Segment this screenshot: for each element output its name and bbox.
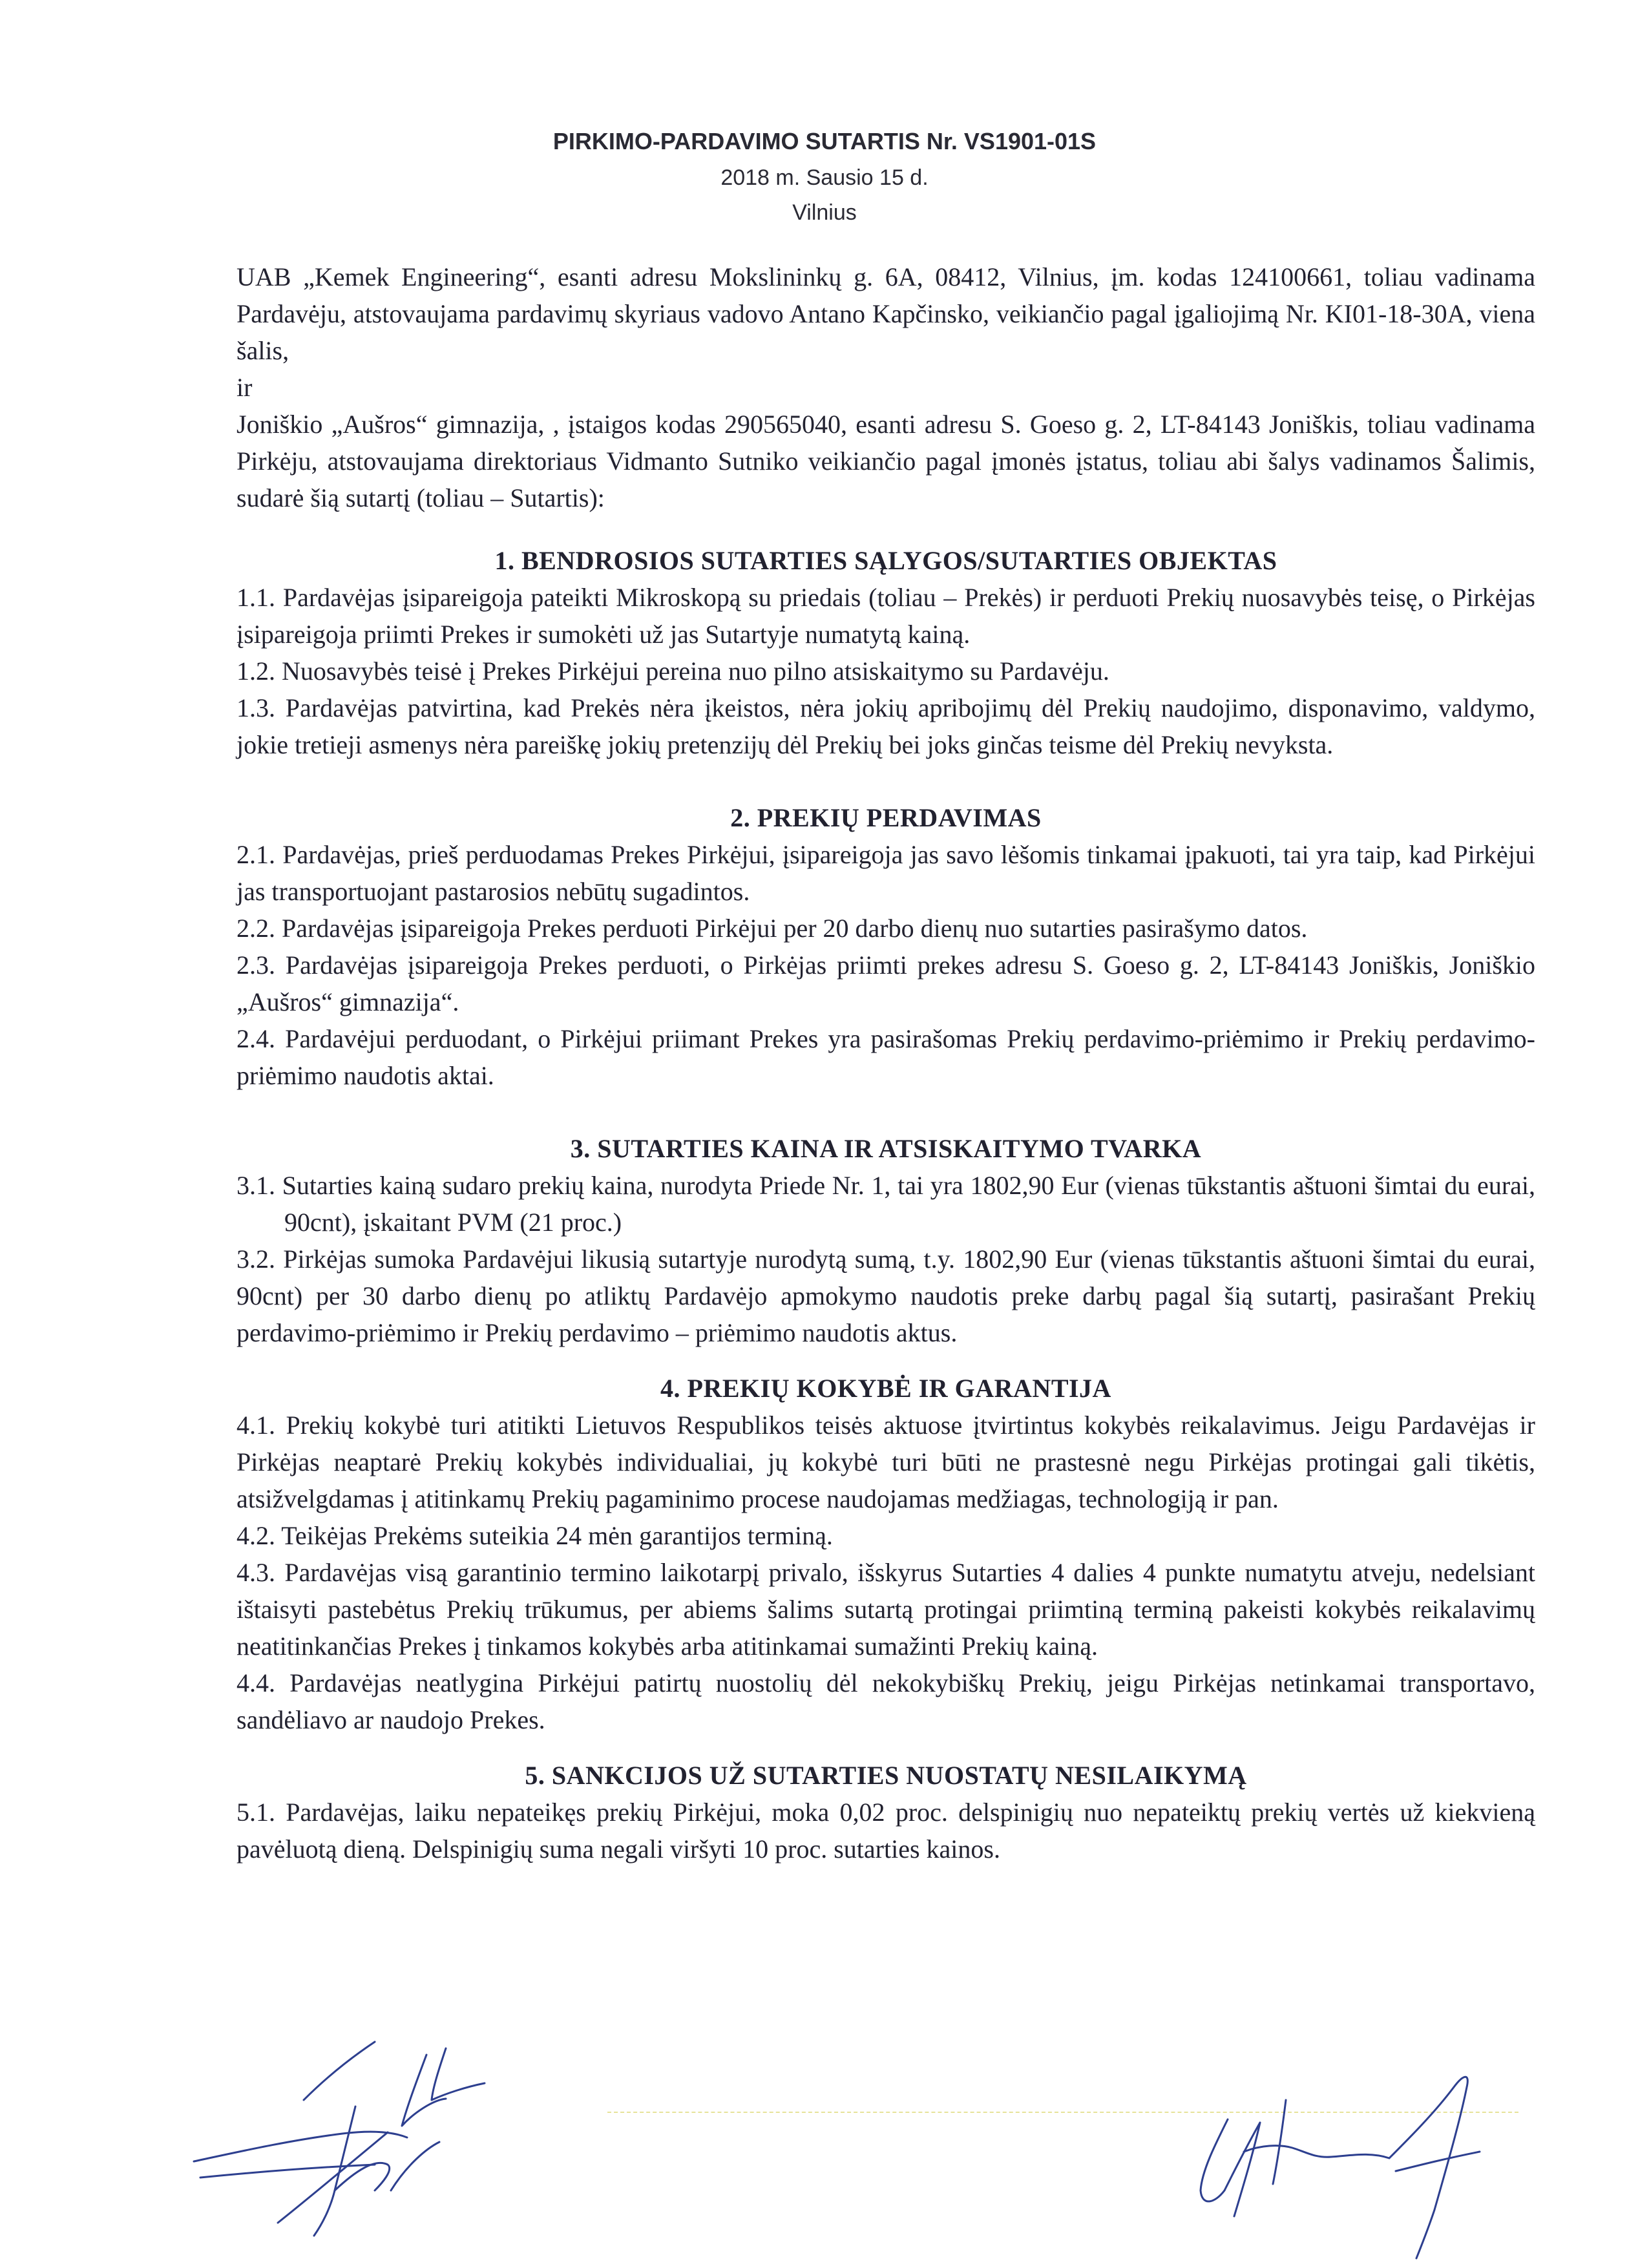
clause-1-2: 1.2. Nuosavybės teisė į Prekes Pirkėjui pereina nuo pilno atsiskaitymo su Pardavėju.	[236, 656, 1109, 686]
section-3-heading: 3. SUTARTIES KAINA IR ATSISKAITYMO TVARKA	[570, 1134, 1202, 1163]
clause-2-2: 2.2. Pardavėjas įsipareigoja Prekes perduoti Pirkėjui per 20 darbo dienų nuo sutarties pasirašymo datos.	[236, 914, 1308, 943]
contract-city: Vilnius	[792, 200, 857, 225]
clause-1-3: 1.3. Pardavėjas patvirtina, kad Prekės nėra įkeistos, nėra jokių apribojimų dėl Prekių naudojimo, disponavimo, valdymo, jokie tretieji asmenys nėra pareiškę jokių pretenzijų dėl Prekių bei joks ginčas teisme dėl Prekių nevyksta.	[236, 693, 1535, 759]
seller-signature	[162, 2029, 627, 2262]
section-5-heading: 5. SANKCIJOS UŽ SUTARTIES NUOSTATŲ NESILAIKYMĄ	[525, 1761, 1247, 1790]
buyer-signature	[1176, 2061, 1538, 2268]
clause-1-1: 1.1. Pardavėjas įsipareigoja pateikti Mikroskopą su priedais (toliau – Prekės) ir perduoti Prekių nuosavybės teisę, o Pirkėjas įsipareigoja priimti Prekes ir sumokėti už jas Sutartyje numatytą kainą.	[236, 583, 1535, 649]
preamble-seller: UAB „Kemek Engineering“, esanti adresu Mokslininkų g. 6A, 08412, Vilnius, įm. kodas 124100661, toliau vadinama Pardavėju, atstovaujama pardavimų skyriaus vadovo Antano Kapčinsko, veikiančio pagal įgaliojimą Nr. KI01-18-30A, viena šalis,	[236, 262, 1535, 365]
contract-date: 2018 m. Sausio 15 d.	[720, 165, 929, 190]
clause-5-1: 5.1. Pardavėjas, laiku nepateikęs prekių Pirkėjui, moka 0,02 proc. delspinigių nuo nepateiktų prekių vertės už kiekvieną pavėluotą dieną. Delspinigių suma negali viršyti 10 proc. sutarties kainos.	[236, 1798, 1535, 1864]
clause-4-1: 4.1. Prekių kokybė turi atitikti Lietuvos Respublikos teisės aktuose įtvirtintus kokybės reikalavimus. Jeigu Pardavėjas ir Pirkėjas neaptarė Prekių kokybės individualiai, jų kokybė turi būti ne prastesnė negu Pirkėjas protingai gali tikėtis, atsižvelgdamas į atitinkamų Prekių pagaminimo procese naudojamas medžiagas, technologiją ir pan.	[236, 1411, 1535, 1513]
clause-2-1: 2.1. Pardavėjas, prieš perduodamas Prekes Pirkėjui, įsipareigoja jas savo lėšomis tinkamai įpakuoti, tai yra taip, kad Pirkėjui jas transportuojant pastarosios nebūtų sugadintos.	[236, 840, 1535, 906]
clause-3-2: 3.2. Pirkėjas sumoka Pardavėjui likusią sutartyje nurodytą sumą, t.y. 1802,90 Eur (vienas tūkstantis aštuoni šimtai du eurai, 90cnt) per 30 darbo dienų po atliktų Pardavėjo apmokymo naudotis preke darbų pagal šią sutartį, pasirašant Prekių perdavimo-priėmimo ir Prekių perdavimo – priėmimo naudotis aktus.	[236, 1244, 1535, 1347]
clause-4-4: 4.4. Pardavėjas neatlygina Pirkėjui patirtų nuostolių dėl nekokybiškų Prekių, jeigu Pirkėjas netinkamai transportavo, sandėliavo ar naudojo Prekes.	[236, 1668, 1535, 1734]
section-2-heading: 2. PREKIŲ PERDAVIMAS	[730, 803, 1042, 832]
contract-title: PIRKIMO-PARDAVIMO SUTARTIS Nr. VS1901-01S	[552, 128, 1097, 154]
clause-2-3: 2.3. Pardavėjas įsipareigoja Prekes perduoti, o Pirkėjas priimti prekes adresu S. Goeso g. 2, LT-84143 Joniškis, Joniškio „Aušros“ gimnazija“.	[236, 950, 1535, 1016]
clause-3-1: 3.1. Sutarties kainą sudaro prekių kaina, nurodyta Priede Nr. 1, tai yra 1802,90 Eur (vienas tūkstantis aštuoni šimtai du eurai, 90cnt), įskaitant PVM (21 proc.)	[236, 1171, 1535, 1237]
preamble-and: ir	[236, 373, 253, 402]
clause-4-2: 4.2. Teikėjas Prekėms suteikia 24 mėn garantijos terminą.	[236, 1521, 833, 1550]
section-4-heading: 4. PREKIŲ KOKYBĖ IR GARANTIJA	[660, 1374, 1111, 1403]
preamble-buyer: Joniškio „Aušros“ gimnazija, , įstaigos kodas 290565040, esanti adresu S. Goeso g. 2, LT-84143 Joniškis, toliau vadinama Pirkėju, atstovaujama direktoriaus Vidmanto Sutniko veikiančio pagal įmonės įstatus, toliau abi šalys vadinamos Šalimis, sudarė šią sutartį (toliau – Sutartis):	[236, 410, 1535, 512]
footer-divider	[607, 2112, 1518, 2113]
section-1-heading: 1. BENDROSIOS SUTARTIES SĄLYGOS/SUTARTIES OBJEKTAS	[494, 546, 1277, 575]
clause-4-3: 4.3. Pardavėjas visą garantinio termino laikotarpį privalo, išskyrus Sutarties 4 dalies 4 punkte numatytu atveju, nedelsiant ištaisyti pastebėtus Prekių trūkumus, per abiems šalims sutartą protingai priimtiną terminą pakeisti kokybės reikalavimų neatitinkančias Prekes į tinkamos kokybės arba atitinkamai sumažinti Prekių kainą.	[236, 1558, 1535, 1661]
clause-2-4: 2.4. Pardavėjui perduodant, o Pirkėjui priimant Prekes yra pasirašomas Prekių perdavimo-priėmimo ir Prekių perdavimo-priėmimo naudotis aktai.	[236, 1024, 1535, 1090]
contract-body	[236, 258, 1535, 1867]
